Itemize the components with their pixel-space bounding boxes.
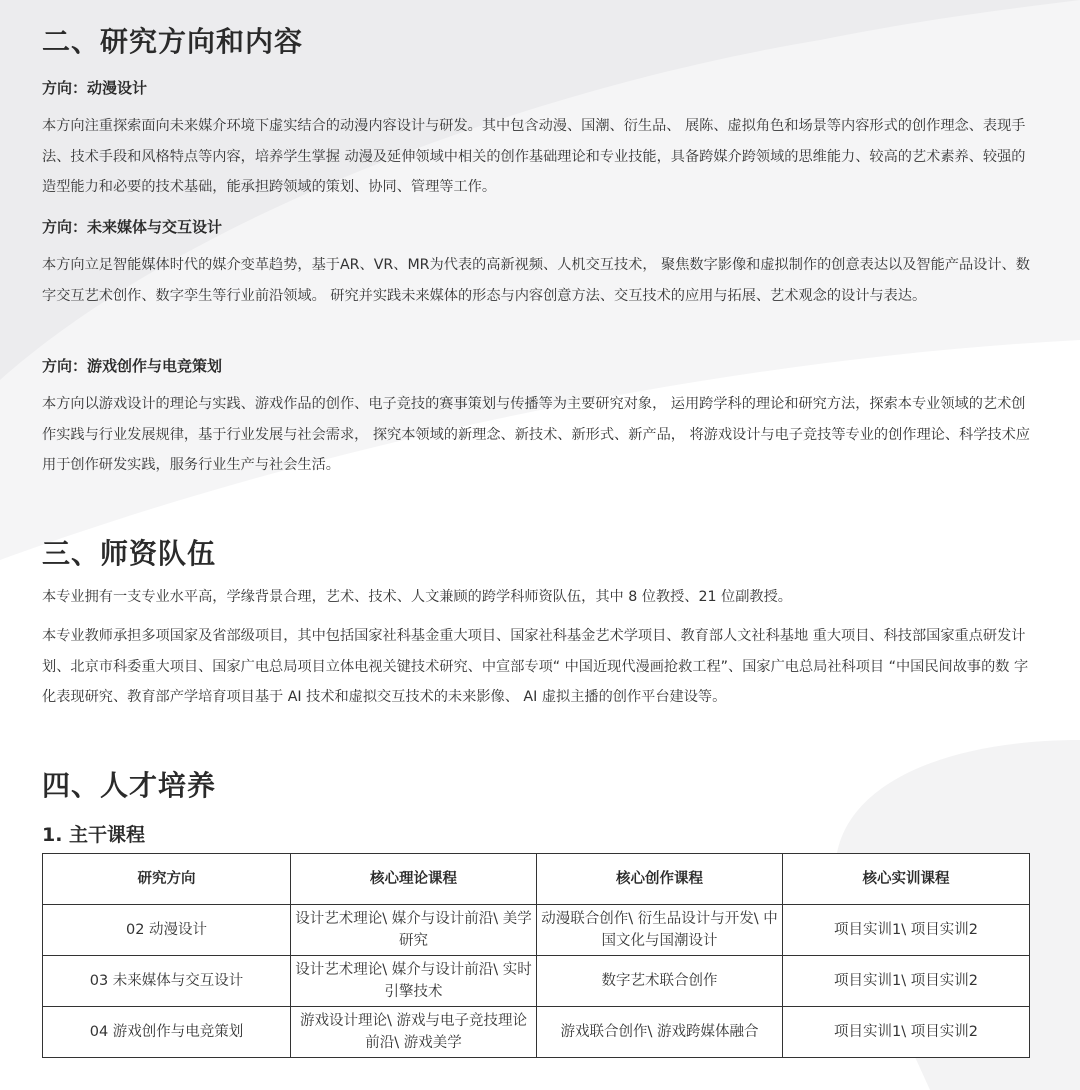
direction-heading-game: 方向：游戏创作与电竞策划: [42, 357, 223, 375]
core-courses-table: [42, 853, 1030, 1058]
section-4-title: 四、人才培养: [42, 769, 217, 802]
table-cell: 项目实训1\ 项目实训2: [783, 1007, 1030, 1058]
table-cell: 04 游戏创作与电竞策划: [43, 1007, 291, 1058]
table-row: [43, 1007, 1030, 1058]
faculty-paragraph-2: 本专业教师承担多项国家及省部级项目，其中包括国家社科基金重大项目、国家社科基金艺术学项目、教育部人文社科基地 重大项目、科技部国家重点研发计划、北京市科委重大项目、国家广电总局项目立体电视关键技术研究、中宣部专项“ 中国近现代漫画抢救工程”、国家广电总局社科项目 “中国民间故事的数 字化表现研究、教育部产学培育项目基于 AI 技术和虚拟交互技术的未来影像、 AI 虚拟主播的创作平台建设等。: [42, 628, 1029, 705]
direction-body-future-media: 本方向立足智能媒体时代的媒介变革趋势，基于AR、VR、MR为代表的高新视频、人机交互技术， 聚焦数字影像和虚拟制作的创意表达以及智能产品设计、数字交互艺术创作、数字孪生等行业前沿领域。 研究并实践未来媒体的形态与内容创意方法、交互技术的应用与拓展、艺术观念的设计与表达。: [42, 257, 1030, 304]
table-header-row: [43, 854, 1030, 905]
section-2-title: 二、研究方向和内容: [42, 25, 304, 58]
table-cell: 设计艺术理论\ 媒介与设计前沿\ 美学研究: [291, 905, 537, 956]
table-cell: 数字艺术联合创作: [537, 956, 783, 1007]
direction-heading-future-media: 方向：未来媒体与交互设计: [42, 218, 223, 236]
table-cell: 动漫联合创作\ 衍生品设计与开发\ 中国文化与国潮设计: [537, 905, 783, 956]
table-cell: 项目实训1\ 项目实训2: [783, 905, 1030, 956]
table-row: [43, 905, 1030, 956]
table-row: [43, 956, 1030, 1007]
table-header-cell: 核心理论课程: [291, 854, 537, 905]
faculty-paragraph-1: 本专业拥有一支专业水平高，学缘背景合理，艺术、技术、人文兼顾的跨学科师资队伍，其中 8 位教授、21 位副教授。: [42, 589, 792, 605]
table-cell: 游戏联合创作\ 游戏跨媒体融合: [537, 1007, 783, 1058]
section-3-title: 三、师资队伍: [42, 537, 217, 570]
table-cell: 项目实训1\ 项目实训2: [783, 956, 1030, 1007]
core-courses-subtitle: 1. 主干课程: [42, 824, 146, 846]
direction-body-game: 本方向以游戏设计的理论与实践、游戏作品的创作、电子竞技的赛事策划与传播等为主要研究对象， 运用跨学科的理论和研究方法，探索本专业领域的艺术创作实践与行业发展规律，基于行业发展与社会需求， 探究本领域的新理念、新技术、新形式、新产品， 将游戏设计与电子竞技等专业的创作理论、科学技术应用于创作研发实践，服务行业生产与社会生活。: [42, 396, 1030, 473]
table-cell: 设计艺术理论\ 媒介与设计前沿\ 实时引擎技术: [291, 956, 537, 1007]
table-header-cell: 研究方向: [43, 854, 291, 905]
direction-body-animation: 本方向注重探索面向未来媒介环境下虚实结合的动漫内容设计与研发。其中包含动漫、国潮、衍生品、 展陈、虚拟角色和场景等内容形式的创作理念、表现手法、技术手段和风格特点等内容，培养学生掌握 动漫及延伸领域中相关的创作基础理论和专业技能，具备跨媒介跨领域的思维能力、较高的艺术素养、较强的造型能力和必要的技术基础，能承担跨领域的策划、协同、管理等工作。: [42, 118, 1026, 195]
table-cell: 02 动漫设计: [43, 905, 291, 956]
direction-heading-animation: 方向：动漫设计: [42, 79, 148, 97]
table-cell: 03 未来媒体与交互设计: [43, 956, 291, 1007]
table-header-cell: 核心创作课程: [537, 854, 783, 905]
table-cell: 游戏设计理论\ 游戏与电子竞技理论前沿\ 游戏美学: [291, 1007, 537, 1058]
table-header-cell: 核心实训课程: [783, 854, 1030, 905]
